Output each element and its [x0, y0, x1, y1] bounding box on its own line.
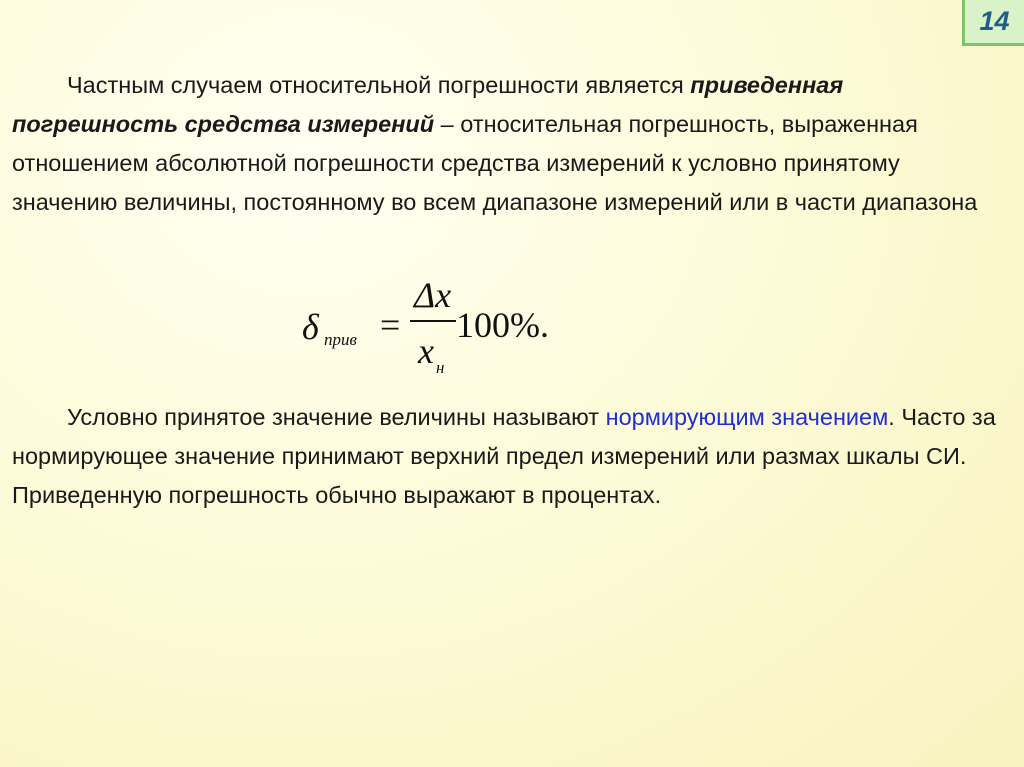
- formula-equals: =: [380, 305, 401, 345]
- formula-denominator: x: [418, 331, 434, 371]
- slide-number-badge: 14: [962, 0, 1024, 46]
- normalizing-value-paragraph: [12, 398, 1002, 515]
- paragraph1-lead: Частным случаем относительной погрешности является: [67, 72, 691, 98]
- normalizing-term: нормирующим значением: [605, 404, 889, 430]
- formula-delta-symbol: δ: [302, 307, 319, 347]
- paragraph2-lead: Условно принятое значение величины называют: [67, 404, 606, 430]
- defined-term: приведенная погрешность средства измерений: [12, 72, 844, 137]
- paragraph2-rest: . Часто за нормирующее значение принимают верхний предел измерений или размах шкалы СИ. Приведенную погрешность обычно выражают в процентах.: [12, 404, 996, 508]
- formula-multiplier: 100%.: [456, 305, 549, 345]
- reduced-error-formula: [302, 274, 582, 384]
- formula-denominator-subscript: н: [436, 358, 445, 377]
- definition-paragraph: [12, 66, 1002, 222]
- paragraph1-rest: – относительная погрешность, выраженная отношением абсолютной погрешности средства измерений к условно принятому значению величины, постоянному во всем диапазоне измерений или в части диапазона: [12, 111, 978, 215]
- formula-fraction-bar: [410, 320, 456, 322]
- formula-numerator: Δx: [414, 275, 452, 315]
- formula-delta-subscript: прив: [324, 330, 357, 349]
